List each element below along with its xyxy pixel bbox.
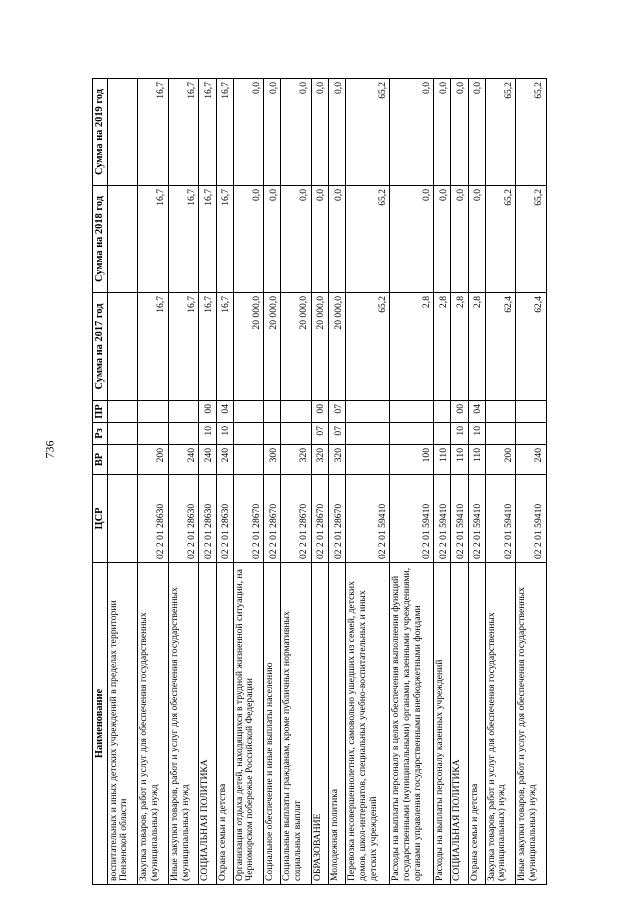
cell-name: Закупка товаров, работ и услуг для обеспечения государственных (муниципальных) нужд <box>485 563 516 885</box>
cell-rz: 10 <box>468 423 485 445</box>
cell-name: Охрана семьи и детства <box>468 563 485 885</box>
cell-vr <box>107 445 138 475</box>
header-sum-2017: Сумма на 2017 год <box>93 293 108 401</box>
cell-rz <box>168 423 199 445</box>
cell-sum-2018: 0,0 <box>451 186 468 293</box>
cell-sum-2019: 0,0 <box>329 79 346 186</box>
cell-sum-2019: 0,0 <box>281 79 312 186</box>
cell-pr <box>233 401 264 423</box>
table-row <box>312 79 329 885</box>
cell-csr: 02 2 01 59410 <box>485 475 516 563</box>
page-number: 736 <box>42 440 57 459</box>
cell-sum-2017: 62,4 <box>516 293 547 401</box>
cell-vr: 240 <box>199 445 216 475</box>
cell-sum-2018: 0,0 <box>233 186 264 293</box>
cell-vr: 110 <box>434 445 451 475</box>
cell-name: Расходы на выплаты персоналу в целях обеспечения выполнения функций государственными (муниципальными) органами, казенными учреждениями, органами управления государственными внебюджетными фондами <box>390 563 434 885</box>
table-row <box>468 79 485 885</box>
cell-sum-2017: 16,7 <box>138 293 169 401</box>
cell-sum-2019: 16,7 <box>199 79 216 186</box>
cell-sum-2018: 16,7 <box>168 186 199 293</box>
cell-sum-2017: 2,8 <box>468 293 485 401</box>
cell-sum-2018: 65,2 <box>485 186 516 293</box>
cell-sum-2019: 16,7 <box>138 79 169 186</box>
cell-rz <box>516 423 547 445</box>
cell-pr <box>346 401 390 423</box>
cell-rz <box>264 423 281 445</box>
table-row <box>390 79 434 885</box>
cell-sum-2019: 16,7 <box>168 79 199 186</box>
cell-vr: 200 <box>138 445 169 475</box>
cell-sum-2018: 65,2 <box>516 186 547 293</box>
cell-pr <box>138 401 169 423</box>
cell-sum-2017: 20 000,0 <box>264 293 281 401</box>
cell-sum-2017: 2,8 <box>434 293 451 401</box>
cell-pr: 00 <box>451 401 468 423</box>
cell-rz <box>346 423 390 445</box>
cell-sum-2017: 16,7 <box>199 293 216 401</box>
cell-csr: 02 2 01 28630 <box>199 475 216 563</box>
cell-rz: 07 <box>312 423 329 445</box>
cell-csr: 02 2 01 28670 <box>281 475 312 563</box>
table-row <box>264 79 281 885</box>
cell-sum-2018: 16,7 <box>199 186 216 293</box>
cell-csr: 02 2 01 28630 <box>138 475 169 563</box>
cell-name: воспитательных и иных детских учреждений в пределах территории Пензенской области <box>107 563 138 885</box>
table-row <box>346 79 390 885</box>
cell-vr: 320 <box>312 445 329 475</box>
cell-name: Организация отдыха детей, находящихся в трудной жизненной ситуации, на Черноморском побережье Российской Федерации <box>233 563 264 885</box>
cell-vr: 320 <box>281 445 312 475</box>
cell-csr: 02 2 01 59410 <box>390 475 434 563</box>
cell-sum-2018: 0,0 <box>281 186 312 293</box>
header-csr: ЦСР <box>93 475 108 563</box>
cell-rz: 07 <box>329 423 346 445</box>
cell-csr: 02 2 01 28630 <box>216 475 233 563</box>
cell-sum-2019: 0,0 <box>264 79 281 186</box>
cell-csr: 02 2 01 59410 <box>516 475 547 563</box>
cell-sum-2019: 65,2 <box>346 79 390 186</box>
cell-csr <box>107 475 138 563</box>
cell-vr <box>346 445 390 475</box>
cell-sum-2018: 0,0 <box>434 186 451 293</box>
cell-vr: 110 <box>451 445 468 475</box>
cell-name: Иные закупки товаров, работ и услуг для обеспечения государственных (муниципальных) нужд <box>516 563 547 885</box>
cell-pr: 07 <box>329 401 346 423</box>
cell-pr: 04 <box>468 401 485 423</box>
cell-pr <box>264 401 281 423</box>
cell-rz <box>390 423 434 445</box>
cell-rz: 10 <box>451 423 468 445</box>
cell-name: Социальные выплаты гражданам, кроме публичных нормативных социальных выплат <box>281 563 312 885</box>
table-row <box>138 79 169 885</box>
cell-csr: 02 2 01 28630 <box>168 475 199 563</box>
table-row <box>329 79 346 885</box>
cell-csr: 02 2 01 59410 <box>434 475 451 563</box>
cell-sum-2017: 20 000,0 <box>312 293 329 401</box>
cell-sum-2019: 65,2 <box>516 79 547 186</box>
cell-csr: 02 2 01 28670 <box>233 475 264 563</box>
cell-rz: 10 <box>199 423 216 445</box>
cell-name: Перевозка несовершеннолетних, самовольно ушедших из семей, детских домов, школ-интернатов, специальных учебно-воспитательных и иных детских учреждений <box>346 563 390 885</box>
cell-rz <box>138 423 169 445</box>
header-vr: ВР <box>93 445 108 475</box>
cell-sum-2019: 0,0 <box>434 79 451 186</box>
header-sum-2019: Сумма на 2019 год <box>93 79 108 186</box>
cell-csr: 02 2 01 28670 <box>264 475 281 563</box>
cell-rz <box>434 423 451 445</box>
cell-sum-2019 <box>107 79 138 186</box>
cell-csr: 02 2 01 59410 <box>451 475 468 563</box>
table-row <box>281 79 312 885</box>
cell-vr: 240 <box>216 445 233 475</box>
table-row <box>485 79 516 885</box>
cell-sum-2018: 0,0 <box>329 186 346 293</box>
cell-sum-2019: 16,7 <box>216 79 233 186</box>
cell-vr: 320 <box>329 445 346 475</box>
cell-sum-2017: 65,2 <box>346 293 390 401</box>
table-row <box>451 79 468 885</box>
cell-sum-2017: 20 000,0 <box>233 293 264 401</box>
cell-csr: 02 2 01 59410 <box>346 475 390 563</box>
rotated-table-container <box>92 79 547 885</box>
cell-rz: 10 <box>216 423 233 445</box>
cell-csr: 02 2 01 28670 <box>329 475 346 563</box>
cell-sum-2018 <box>107 186 138 293</box>
cell-pr: 04 <box>216 401 233 423</box>
cell-sum-2017: 2,8 <box>451 293 468 401</box>
cell-sum-2017: 2,8 <box>390 293 434 401</box>
budget-table <box>92 78 547 885</box>
cell-sum-2018: 0,0 <box>390 186 434 293</box>
table-row <box>516 79 547 885</box>
cell-name: Закупка товаров, работ и услуг для обеспечения государственных (муниципальных) нужд <box>138 563 169 885</box>
cell-rz <box>233 423 264 445</box>
cell-sum-2017: 16,7 <box>216 293 233 401</box>
cell-rz <box>281 423 312 445</box>
table-header-row <box>93 79 108 885</box>
cell-vr: 240 <box>168 445 199 475</box>
table-row <box>233 79 264 885</box>
header-name: Наименование <box>93 563 108 885</box>
header-rz: Рз <box>93 423 108 445</box>
cell-sum-2018: 16,7 <box>216 186 233 293</box>
cell-sum-2018: 0,0 <box>468 186 485 293</box>
cell-name: ОБРАЗОВАНИЕ <box>312 563 329 885</box>
cell-sum-2017: 20 000,0 <box>281 293 312 401</box>
cell-vr: 240 <box>516 445 547 475</box>
cell-csr: 02 2 01 59410 <box>468 475 485 563</box>
cell-name: СОЦИАЛЬНАЯ ПОЛИТИКА <box>199 563 216 885</box>
table-row <box>434 79 451 885</box>
cell-sum-2018: 0,0 <box>312 186 329 293</box>
cell-name: Охрана семьи и детства <box>216 563 233 885</box>
cell-rz <box>107 423 138 445</box>
cell-vr: 100 <box>390 445 434 475</box>
cell-vr: 110 <box>468 445 485 475</box>
cell-pr <box>516 401 547 423</box>
cell-pr <box>434 401 451 423</box>
table-row <box>107 79 138 885</box>
cell-pr: 00 <box>312 401 329 423</box>
cell-pr <box>390 401 434 423</box>
cell-sum-2019: 0,0 <box>468 79 485 186</box>
cell-name: Расходы на выплаты персоналу казенных учреждений <box>434 563 451 885</box>
cell-name: Иные закупки товаров, работ и услуг для обеспечения государственных (муниципальных) нужд <box>168 563 199 885</box>
table-row <box>216 79 233 885</box>
cell-rz <box>485 423 516 445</box>
cell-pr <box>485 401 516 423</box>
cell-sum-2019: 0,0 <box>233 79 264 186</box>
cell-sum-2018: 65,2 <box>346 186 390 293</box>
cell-name: Молодежная политика <box>329 563 346 885</box>
cell-sum-2018: 16,7 <box>138 186 169 293</box>
cell-csr: 02 2 01 28670 <box>312 475 329 563</box>
cell-sum-2017 <box>107 293 138 401</box>
cell-sum-2017: 62,4 <box>485 293 516 401</box>
cell-name: СОЦИАЛЬНАЯ ПОЛИТИКА <box>451 563 468 885</box>
cell-vr <box>233 445 264 475</box>
cell-sum-2019: 65,2 <box>485 79 516 186</box>
cell-sum-2017: 16,7 <box>168 293 199 401</box>
cell-vr: 200 <box>485 445 516 475</box>
cell-sum-2019: 0,0 <box>390 79 434 186</box>
cell-pr <box>168 401 199 423</box>
cell-sum-2017: 20 000,0 <box>329 293 346 401</box>
cell-pr: 00 <box>199 401 216 423</box>
cell-sum-2019: 0,0 <box>312 79 329 186</box>
cell-pr <box>281 401 312 423</box>
header-pr: ПР <box>93 401 108 423</box>
cell-name: Социальное обеспечение и иные выплаты населению <box>264 563 281 885</box>
table-row <box>168 79 199 885</box>
cell-sum-2018: 0,0 <box>264 186 281 293</box>
table-row <box>199 79 216 885</box>
cell-sum-2019: 0,0 <box>451 79 468 186</box>
cell-vr: 300 <box>264 445 281 475</box>
cell-pr <box>107 401 138 423</box>
header-sum-2018: Сумма на 2018 год <box>93 186 108 293</box>
